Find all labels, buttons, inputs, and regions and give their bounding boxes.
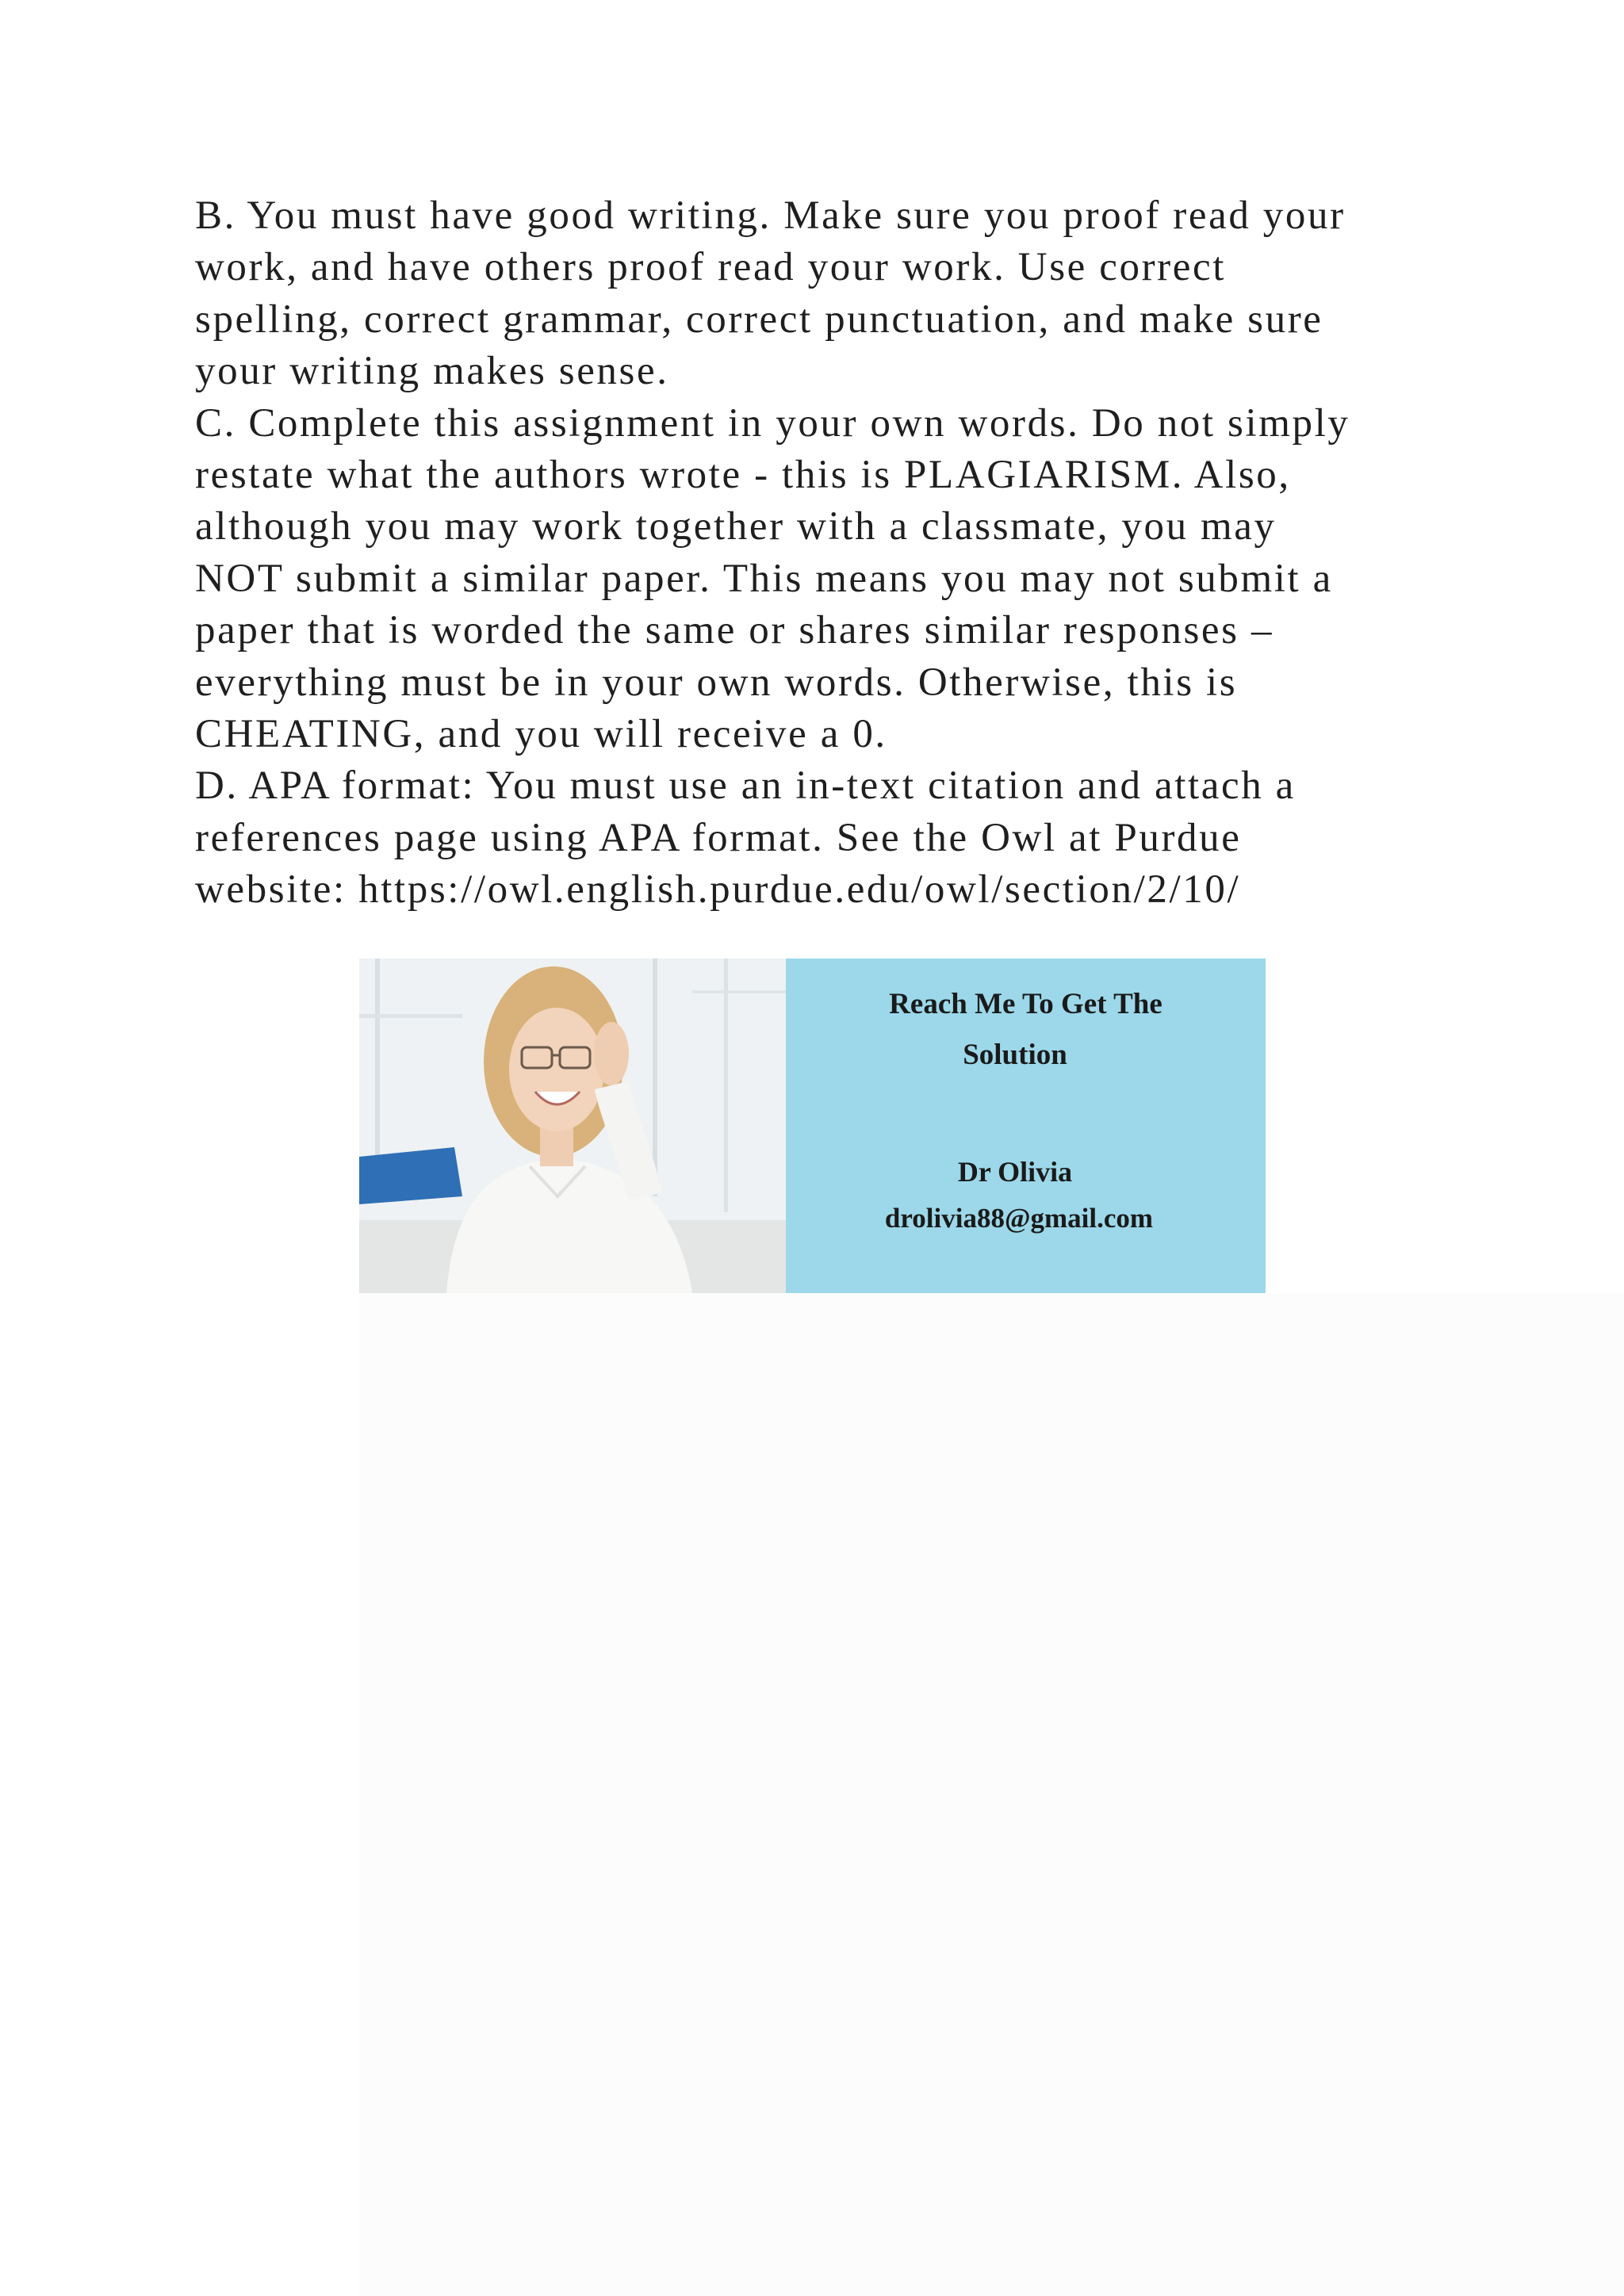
text-line: everything must be in your own words. Otherwise, this is — [195, 660, 1238, 705]
text-line: paper that is worded the same or shares similar responses – — [195, 608, 1274, 653]
text-line: C. Complete this assignment in your own words. Do not simply — [195, 400, 1350, 446]
text-line: spelling, correct grammar, correct punctuation, and make sure — [195, 297, 1323, 342]
page-lower-background — [359, 1293, 1624, 2296]
contact-ad-banner[interactable] — [359, 959, 1266, 1293]
document-body — [195, 190, 1464, 916]
contact-panel — [786, 959, 1266, 1293]
ad-heading: Reach Me To Get The — [889, 988, 1162, 1020]
text-line: NOT submit a similar paper. This means you may not submit a — [195, 556, 1333, 601]
text-line: your writing makes sense. — [195, 349, 669, 394]
text-line: references page using APA format. See the Owl at Purdue — [195, 815, 1242, 860]
text-line: although you may work together with a classmate, you may — [195, 504, 1277, 549]
ad-heading-continued: Solution — [963, 1039, 1067, 1071]
text-line: D. APA format: You must use an in-text citation and attach a — [195, 763, 1296, 809]
text-line: B. You must have good writing. Make sure you proof read your — [195, 193, 1346, 238]
woman-photo — [359, 959, 786, 1293]
text-line: restate what the authors wrote - this is PLAGIARISM. Also, — [195, 453, 1291, 498]
text-line: CHEATING, and you will receive a 0. — [195, 712, 887, 757]
contact-email[interactable]: drolivia88@gmail.com — [884, 1203, 1154, 1234]
text-line: website: https://owl.english.purdue.edu/owl/section/2/10/ — [195, 867, 1241, 913]
contact-name: Dr Olivia — [957, 1156, 1073, 1188]
text-line: work, and have others proof read your work. Use correct — [195, 245, 1226, 290]
